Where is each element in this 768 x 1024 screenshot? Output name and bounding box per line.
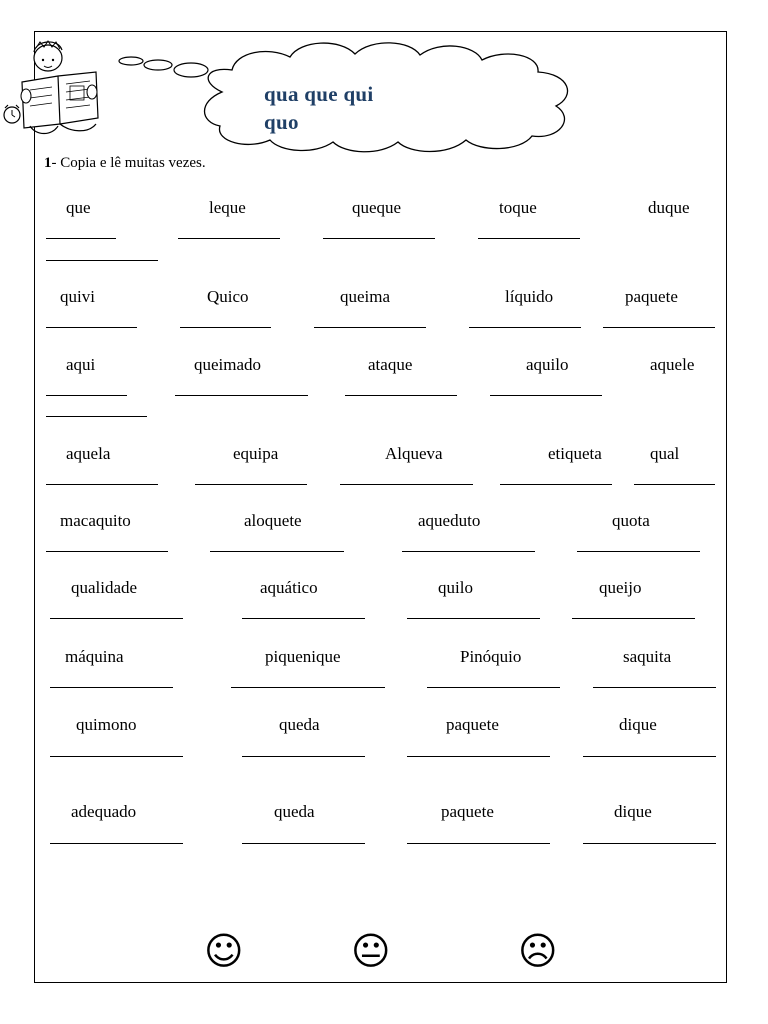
write-line[interactable] [407, 618, 540, 619]
write-line[interactable] [593, 687, 716, 688]
write-line[interactable] [46, 395, 127, 396]
write-line[interactable] [500, 484, 612, 485]
word: etiqueta [548, 444, 602, 463]
word: paquete [441, 802, 494, 821]
word: dique [614, 802, 652, 821]
word: dique [619, 715, 657, 734]
word: queda [279, 715, 320, 734]
write-line[interactable] [345, 395, 457, 396]
write-line[interactable] [242, 756, 365, 757]
word: aqueduto [418, 511, 481, 530]
write-line[interactable] [50, 843, 183, 844]
word: quota [612, 511, 650, 530]
write-line[interactable] [407, 843, 550, 844]
word: adequado [71, 802, 137, 821]
word: Alqueva [385, 444, 443, 463]
word: queijo [599, 578, 642, 597]
write-line[interactable] [46, 416, 147, 417]
instruction-text: - Copia e lê muitas vezes. [51, 155, 206, 171]
word: Quico [207, 287, 249, 306]
instruction [44, 155, 206, 172]
write-line[interactable] [427, 687, 560, 688]
word: quimono [76, 715, 137, 734]
word: piquenique [265, 647, 341, 666]
write-line[interactable] [50, 687, 173, 688]
write-line[interactable] [178, 238, 280, 239]
write-line[interactable] [46, 327, 137, 328]
word: aquela [66, 444, 111, 463]
write-line[interactable] [50, 618, 183, 619]
word: paquete [446, 715, 499, 734]
write-line[interactable] [469, 327, 581, 328]
write-line[interactable] [478, 238, 580, 239]
thought-cloud [205, 43, 568, 152]
word: aquilo [526, 355, 569, 374]
write-line[interactable] [402, 551, 535, 552]
word: equipa [233, 444, 279, 463]
write-line[interactable] [242, 843, 365, 844]
word: saquita [623, 647, 672, 666]
write-line[interactable] [46, 260, 158, 261]
write-line[interactable] [583, 843, 716, 844]
write-line[interactable] [195, 484, 307, 485]
word: queimado [194, 355, 262, 374]
write-line[interactable] [323, 238, 435, 239]
word: líquido [505, 287, 554, 306]
word: aquático [260, 578, 318, 597]
neutral-face-icon[interactable]: 😐 [351, 929, 391, 973]
word: Pinóquio [460, 647, 522, 666]
write-line[interactable] [577, 551, 700, 552]
write-line[interactable] [490, 395, 602, 396]
write-line[interactable] [572, 618, 695, 619]
word: aloquete [244, 511, 302, 530]
write-line[interactable] [46, 551, 168, 552]
write-line[interactable] [242, 618, 365, 619]
write-line[interactable] [46, 238, 116, 239]
word: macaquito [60, 511, 131, 530]
write-line[interactable] [231, 687, 385, 688]
reading-boy-illustration [0, 0, 768, 160]
word: queima [340, 287, 391, 306]
write-line[interactable] [180, 327, 271, 328]
word: leque [209, 198, 246, 217]
write-line[interactable] [634, 484, 715, 485]
word: qual [650, 444, 680, 463]
word: aquele [650, 355, 695, 374]
write-line[interactable] [46, 484, 158, 485]
word: qualidade [71, 578, 138, 597]
write-line[interactable] [583, 756, 716, 757]
write-line[interactable] [603, 327, 715, 328]
write-line[interactable] [407, 756, 550, 757]
word: aqui [66, 355, 96, 374]
write-line[interactable] [50, 756, 183, 757]
word: quilo [438, 578, 473, 597]
word: ataque [368, 355, 413, 374]
word: duque [648, 198, 690, 217]
word: quivi [60, 287, 95, 306]
cloud-text-line2: quo [264, 110, 299, 134]
word: que [66, 198, 91, 217]
write-line[interactable] [340, 484, 473, 485]
word: toque [499, 198, 537, 217]
happy-face-icon[interactable]: ☺ [204, 929, 244, 973]
word: queda [274, 802, 315, 821]
write-line[interactable] [314, 327, 426, 328]
cloud-text-line1: qua que qui [264, 82, 374, 106]
word: paquete [625, 287, 678, 306]
write-line[interactable] [175, 395, 308, 396]
word: máquina [65, 647, 124, 666]
sad-face-icon[interactable]: ☹ [518, 929, 558, 973]
word: queque [352, 198, 402, 217]
write-line[interactable] [210, 551, 344, 552]
instruction-number: 1 [44, 155, 52, 171]
worksheet-frame [34, 31, 727, 983]
